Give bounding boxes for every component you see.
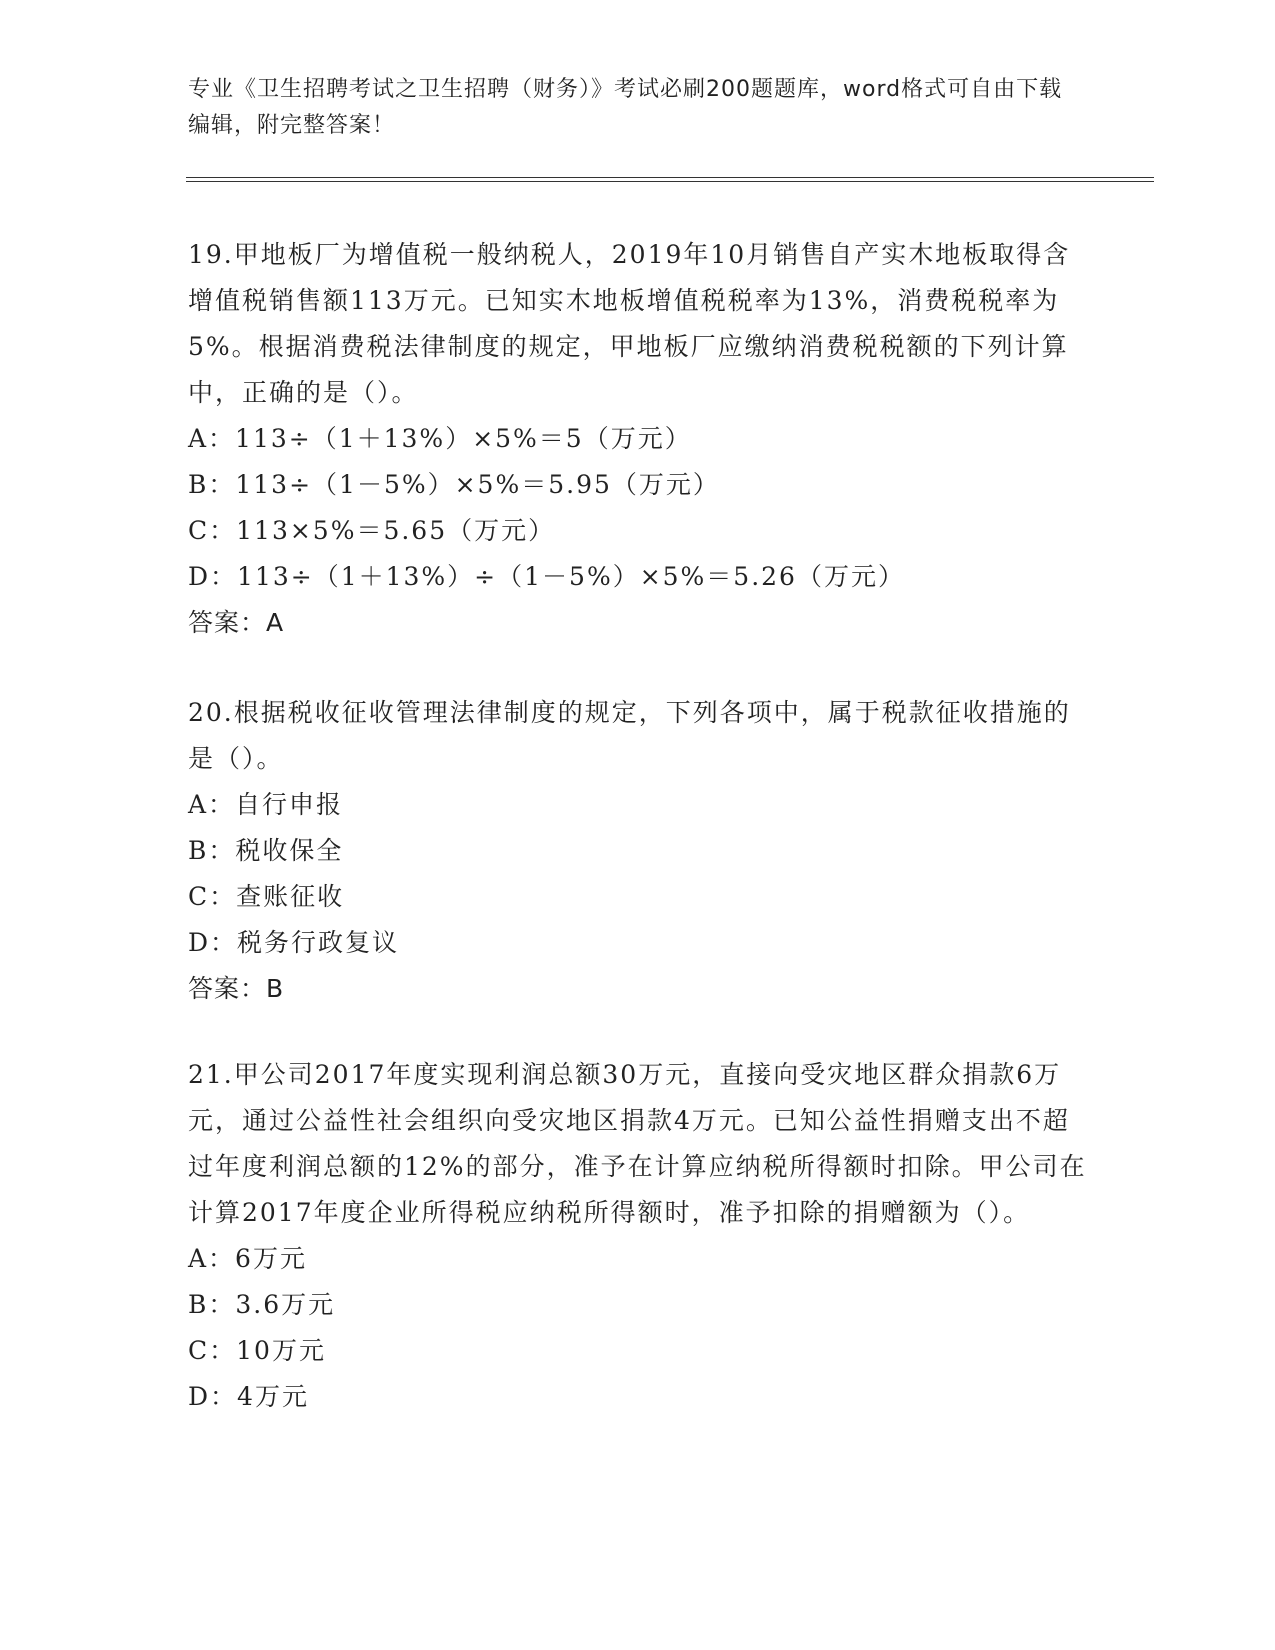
option-c: C：113×5%＝5.65（万元） [188, 516, 556, 545]
question-stem: 19.甲地板厂为增值税一般纳税人，2019年10月销售自产实木地板取得含增值税销售额113万元。已知实木地板增值税税率为13%，消费税税率为5%。根据消费税法律制度的规定，甲地板厂应缴纳消费税税额的下列计算中，正确的是（）。 [188, 240, 1071, 407]
answer: 答案：A [188, 608, 285, 637]
option-c: C：10万元 [188, 1336, 326, 1365]
option-b: B：3.6万元 [188, 1290, 336, 1319]
option-b: B：税收保全 [188, 836, 344, 865]
question-stem: 21.甲公司2017年度实现利润总额30万元，直接向受灾地区群众捐款6万元，通过公益性社会组织向受灾地区捐款4万元。已知公益性捐赠支出不超过年度利润总额的12%的部分，准予在计算应纳税所得额时扣除。甲公司在计算2017年度企业所得税应纳税所得额时，准予扣除的捐赠额为（）。 [188, 1060, 1087, 1227]
header-divider-bottom [186, 181, 1154, 182]
option-c: C：查账征收 [188, 882, 345, 911]
question-19 [188, 232, 1088, 646]
option-d: D：4万元 [188, 1382, 309, 1411]
option-a: A：自行申报 [188, 790, 344, 819]
question-21 [188, 1052, 1088, 1420]
option-d: D：113÷（1＋13%）÷（1－5%）×5%＝5.26（万元） [188, 562, 905, 591]
question-stem: 20.根据税收征收管理法律制度的规定，下列各项中，属于税款征收措施的是（）。 [188, 698, 1071, 773]
answer: 答案：B [188, 974, 285, 1003]
question-20 [188, 690, 1088, 1012]
option-a: A：6万元 [188, 1244, 307, 1273]
document-header: 专业《卫生招聘考试之卫生招聘（财务）》考试必刷200题题库，word格式可自由下载编辑，附完整答案！ [188, 77, 1063, 138]
option-d: D：税务行政复议 [188, 928, 400, 957]
header-divider-top [186, 177, 1154, 178]
option-a: A：113÷（1＋13%）×5%＝5（万元） [188, 424, 692, 453]
option-b: B：113÷（1－5%）×5%＝5.95（万元） [188, 470, 720, 499]
